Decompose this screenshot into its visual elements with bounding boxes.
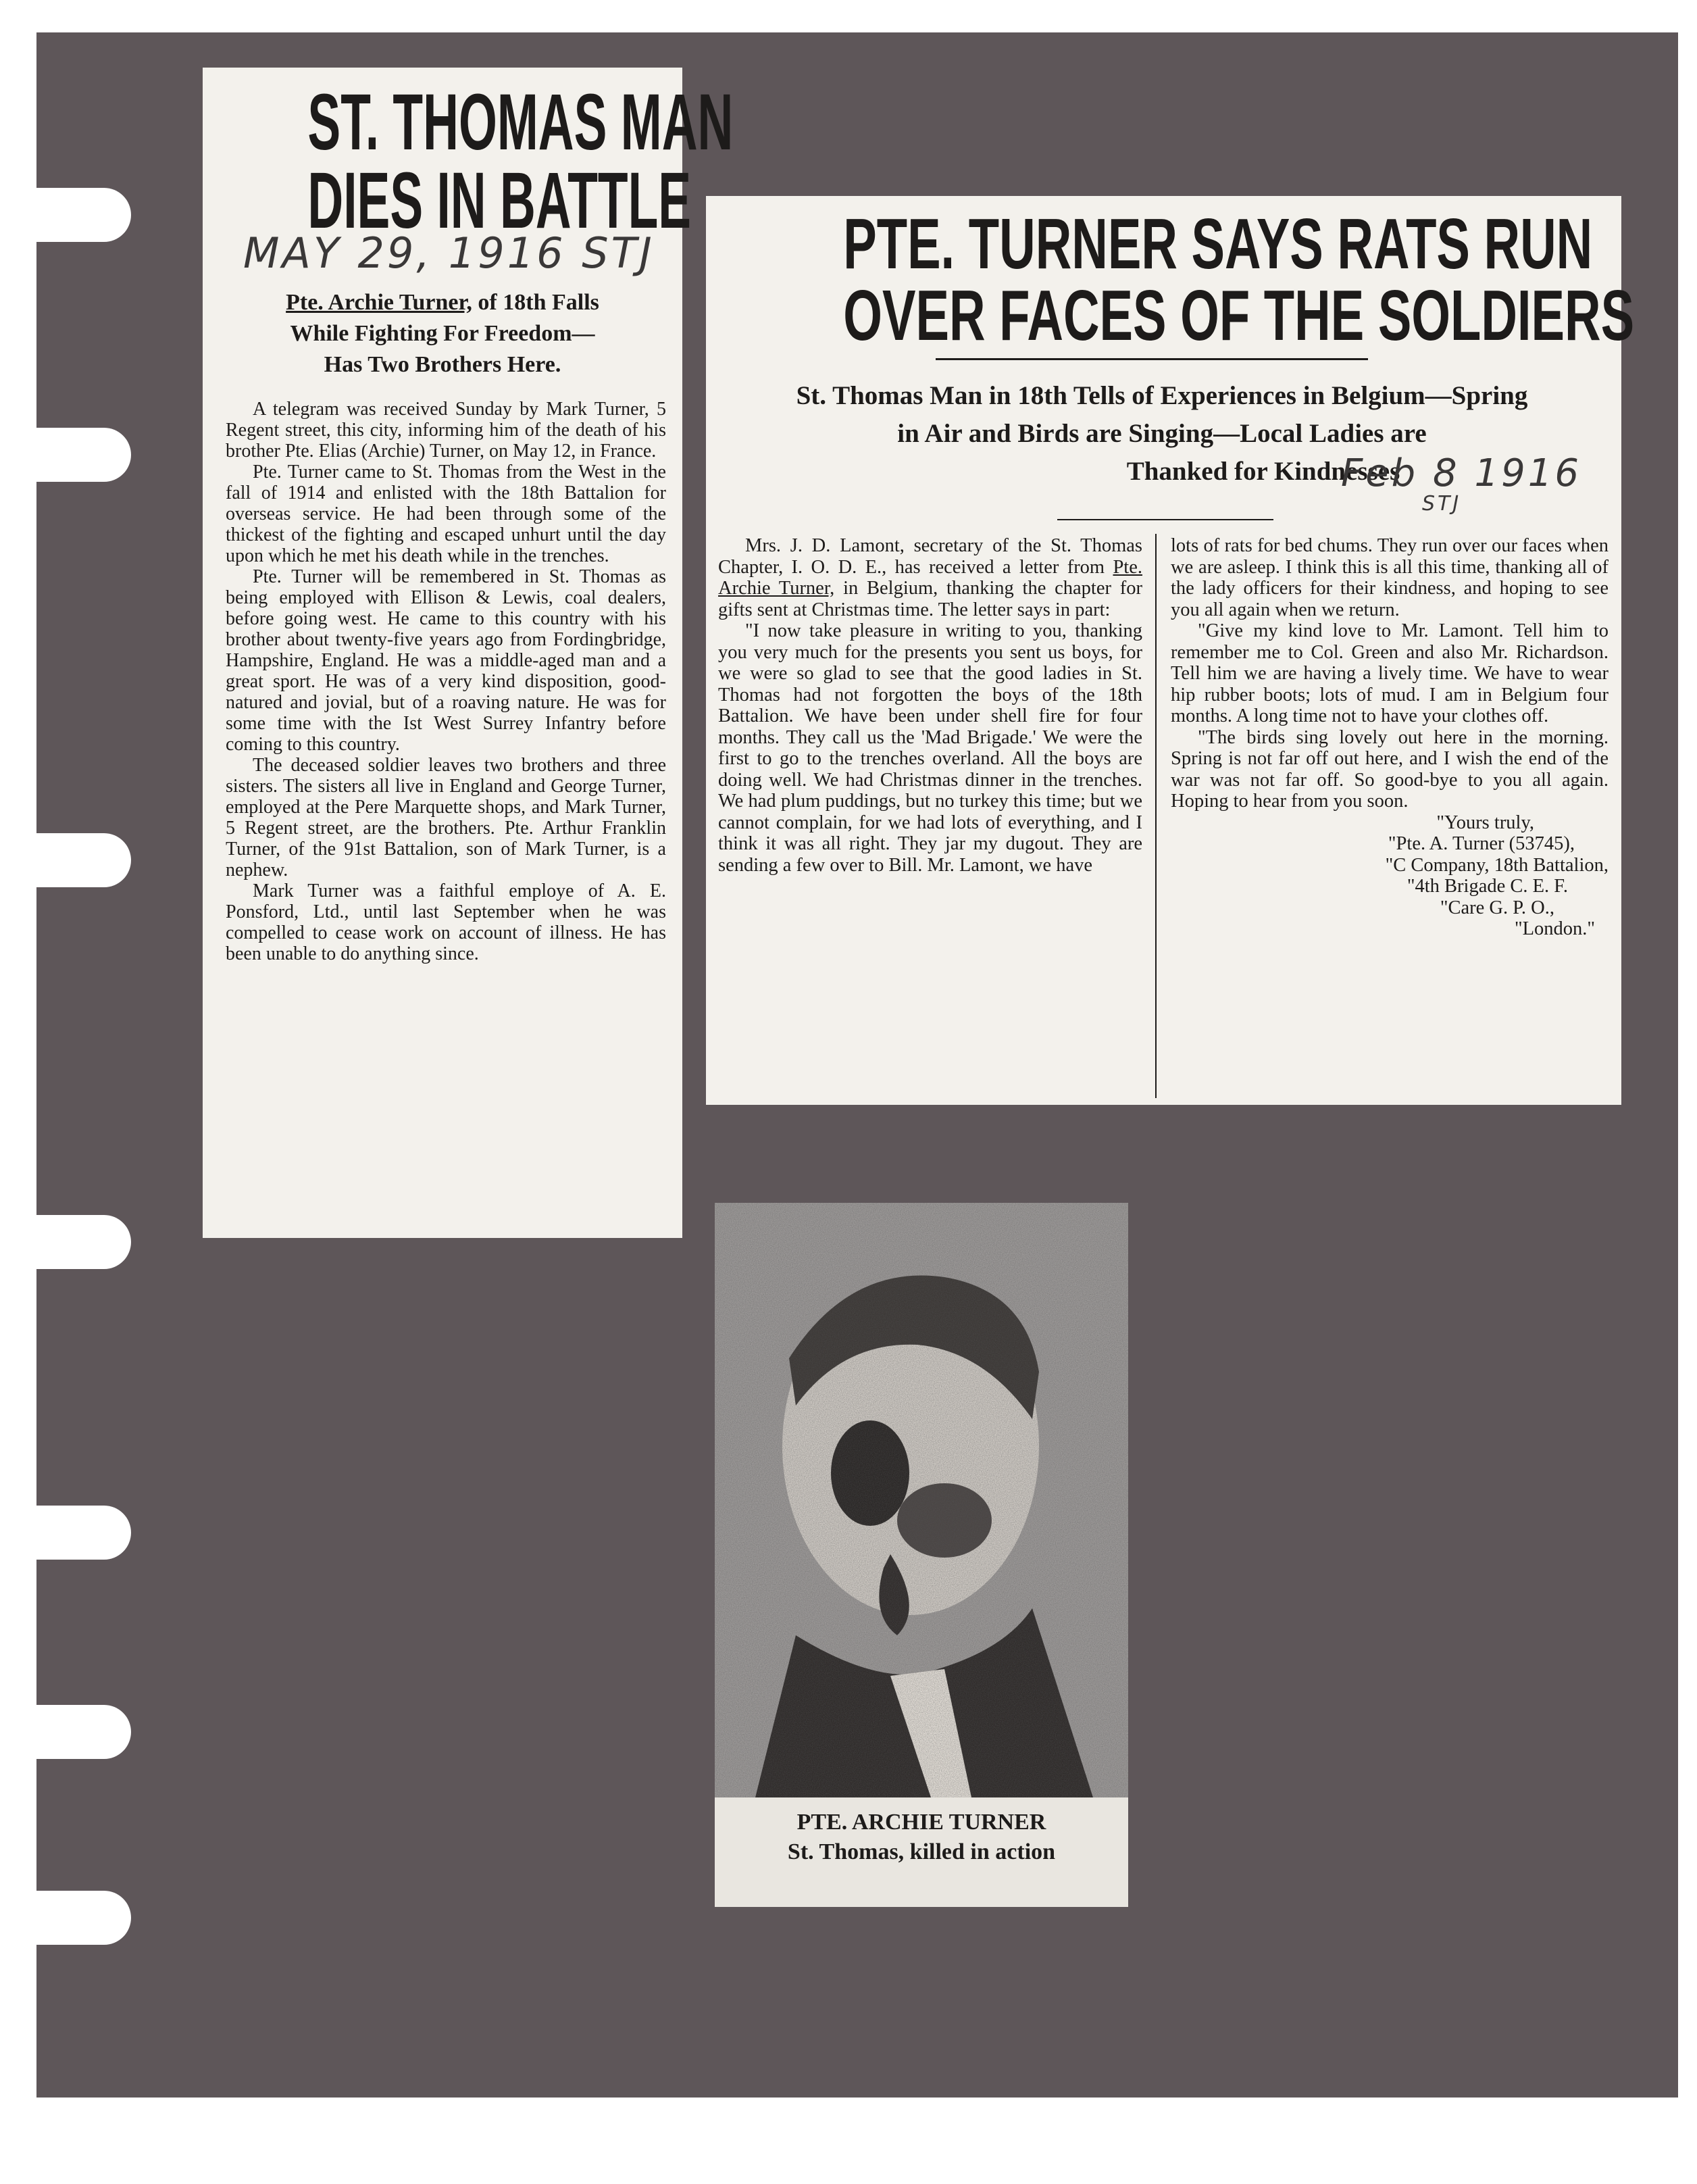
- paragraph: Mark Turner was a faithful employe of A. E. Ponsford, Ltd., until last September when he was compelled to cease work on account of illness. He has been unable to do anything since.: [226, 880, 666, 964]
- letter-paragraph: "Give my kind love to Mr. Lamont. Tell him to remember me to Col. Green and also Mr. Richardson. Tell him we are having a lively time. We have to wear hip rubber boots; lots of mud. I am in Belgium four months. A long time not to have your clothes off.: [1171, 620, 1609, 726]
- binder-hole: [36, 1705, 131, 1759]
- binder-hole: [36, 1891, 131, 1945]
- article-column-2: [1171, 535, 1609, 940]
- subhead-line-2: in Air and Birds are Singing—Local Ladies are: [897, 419, 1427, 448]
- letter-paragraph: "The birds sing lovely out here in the morning. Spring is not far off out here, and I wish the end of the war was not far off. So good-bye to you all again. Hoping to hear from you soon.: [1171, 726, 1609, 812]
- subhead-line-2: While Fighting For Freedom—: [290, 321, 595, 346]
- binder-hole: [36, 188, 131, 242]
- subhead-name: Pte. Archie Turner,: [286, 290, 472, 315]
- signature-line: "4th Brigade C. E. F.: [1407, 876, 1568, 897]
- binder-hole: [36, 1506, 131, 1560]
- divider: [936, 358, 1368, 360]
- intro-paragraph: [718, 535, 1142, 620]
- letter-signature: [1171, 812, 1609, 940]
- clipping-portrait: [715, 1203, 1128, 1907]
- headline-line-1: ST. THOMAS MAN: [307, 78, 734, 167]
- intro-text-end: in Belgium, thanking the chapter for gifts sent at Christmas time. The letter says in part:: [718, 578, 1142, 620]
- article-body: [226, 399, 666, 964]
- letter-paragraph: lots of rats for bed chums. They run over our faces when we are asleep. I think this is all this time, thanking all of the lady officers for their kindness, and hoping to see you all again when we return.: [1171, 535, 1609, 620]
- divider: [1057, 519, 1273, 520]
- portrait-photo: [715, 1203, 1128, 1797]
- clipping-obituary: [203, 68, 734, 1238]
- handwritten-date: Feb 8 1916: [1341, 451, 1581, 495]
- headline-line-2: DIES IN BATTLE: [307, 156, 692, 245]
- soldier-name: Pte. Archie Turner,: [718, 556, 1142, 599]
- headline-line-1: PTE. TURNER SAYS RATS RUN: [843, 204, 1593, 284]
- clipping-letter: [706, 196, 1635, 1105]
- signature-line: "Yours truly,: [1436, 812, 1534, 833]
- photo-caption: [715, 1808, 1128, 1867]
- signature-line: "C Company, 18th Battalion,: [1385, 854, 1609, 876]
- letter-paragraph: "I now take pleasure in writing to you, thanking you very much for the presents you sent us boys, for we were so glad to see that the good ladies in St. Thomas had not forgotten the boys of the 18th Battalion. We have been under shell fire for four months. They call us the 'Mad Brigade.' We were the first to go to the trenches overland. All the boys are doing well. We had Christmas dinner in the trenches. We had plum puddings, but no turkey this time; but we cannot complain, for we had lots of everything, and I think it was all right. They jar my dugout. They are sending a few over to Bill. Mr. Lamont, we have: [718, 620, 1142, 876]
- caption-line-1: PTE. ARCHIE TURNER: [796, 1810, 1046, 1835]
- article-column-1: [718, 535, 1142, 876]
- signature-line: "London.": [1514, 918, 1595, 939]
- caption-line-2: St. Thomas, killed in action: [787, 1839, 1056, 1864]
- paragraph: Pte. Turner came to St. Thomas from the West in the fall of 1914 and enlisted with the 18th Battalion for overseas service. He had been through some of the thickest of the fighting and escaped unhurt until the day upon which he met his death while in the trenches.: [226, 462, 666, 566]
- paragraph: The deceased soldier leaves two brothers and three sisters. The sisters all live in England and George Turner, employed at the Pere Marquette shops, and Mark Turner, 5 Regent street, are the brothers. Pte. Arthur Franklin Turner, of the 91st Battalion, son of Mark Turner, is a nephew.: [226, 755, 666, 880]
- subhead-line-3: Has Two Brothers Here.: [324, 352, 561, 377]
- column-divider: [1155, 534, 1157, 1098]
- subhead-line-3: Thanked for Kindnesses: [1126, 457, 1400, 486]
- subheadline: [223, 287, 662, 380]
- signature-line: "Care G. P. O.,: [1440, 897, 1554, 918]
- paragraph: A telegram was received Sunday by Mark Turner, 5 Regent street, this city, informing him of the death of his brother Pte. Elias (Archie) Turner, on May 12, in France.: [226, 399, 666, 462]
- binder-hole: [36, 833, 131, 887]
- handwritten-note: STJ: [1422, 492, 1462, 516]
- intro-text: Mrs. J. D. Lamont, secretary of the St. Thomas Chapter, I. O. D. E., has received a letter from: [718, 535, 1142, 578]
- binder-hole: [36, 428, 131, 482]
- handwritten-date: MAY 29, 1916 STJ: [243, 228, 655, 278]
- paragraph: Pte. Turner will be remembered in St. Thomas as being employed with Ellison & Lewis, coal dealers, before going west. He came to this country with his brother about twenty-five years ago from Fordingbridge, Hampshire, England. He was a middle-aged man and a great sport. He was of a very kind disposition, good-natured and jovial, but of a roaving nature. He was for some time with the Ist West Surrey Infantry before coming to this country.: [226, 566, 666, 755]
- headline-line-2: OVER FACES OF THE SOLDIERS: [843, 276, 1635, 355]
- subhead-line-1: St. Thomas Man in 18th Tells of Experiences in Belgium—Spring: [796, 381, 1528, 410]
- subhead-line-1: of 18th Falls: [472, 290, 599, 315]
- signature-line: "Pte. A. Turner (53745),: [1388, 833, 1575, 854]
- binder-hole: [36, 1215, 131, 1269]
